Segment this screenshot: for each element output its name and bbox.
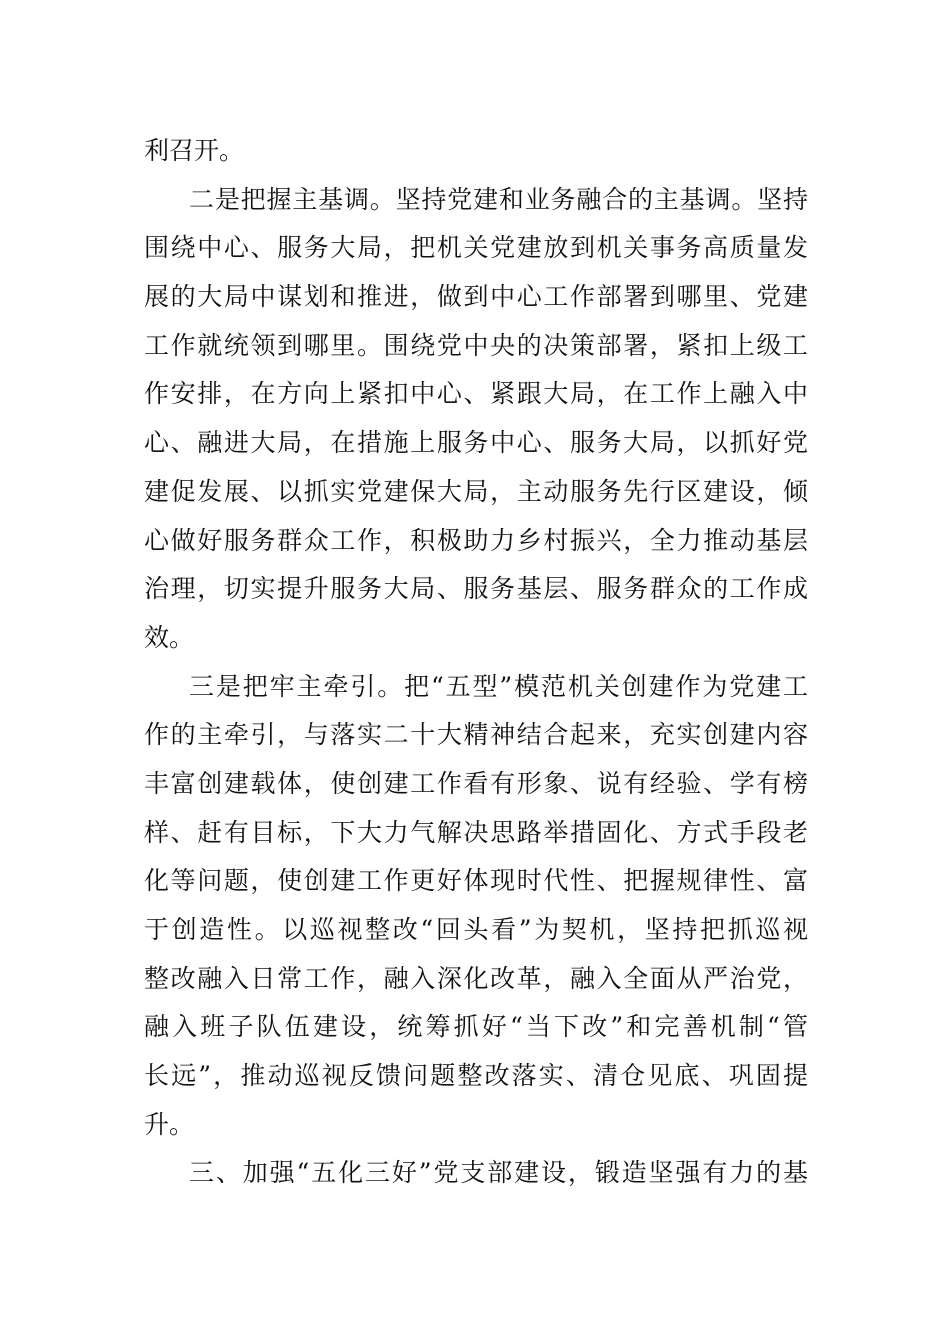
paragraph-line: 工作就统领到哪里。围绕党中央的决策部署，紧扣上级工 bbox=[144, 330, 808, 360]
paragraph-line: 利召开。 bbox=[144, 136, 245, 165]
section-heading-line: 三、加强“五化三好”党支部建设，锻造坚强有力的基 bbox=[189, 1158, 808, 1188]
paragraph-line: 三是把牢主牵引。把“五型”模范机关创建作为党建工 bbox=[189, 671, 808, 701]
paragraph-line: 化等问题，使创建工作更好体现时代性、把握规律性、富 bbox=[144, 866, 808, 896]
paragraph-line: 围绕中心、服务大局，把机关党建放到机关事务高质量发 bbox=[144, 233, 808, 263]
paragraph-line: 二是把握主基调。坚持党建和业务融合的主基调。坚持 bbox=[189, 184, 808, 214]
paragraph-line: 于创造性。以巡视整改“回头看”为契机，坚持把抓巡视 bbox=[144, 915, 808, 944]
paragraph-line: 作的主牵引，与落实二十大精神结合起来，充实创建内容 bbox=[144, 720, 808, 750]
paragraph-line: 作安排，在方向上紧扣中心、紧跟大局，在工作上融入中 bbox=[144, 379, 808, 409]
paragraph-line: 展的大局中谋划和推进，做到中心工作部署到哪里、党建 bbox=[144, 282, 808, 312]
paragraph-line: 治理，切实提升服务大局、服务基层、服务群众的工作成 bbox=[144, 574, 808, 604]
document-page bbox=[144, 127, 808, 1198]
paragraph-line: 效。 bbox=[144, 622, 195, 652]
paragraph-line: 升。 bbox=[144, 1109, 195, 1139]
paragraph-line: 长远”，推动巡视反馈问题整改落实、清仓见底、巩固提 bbox=[144, 1061, 808, 1091]
paragraph-line: 建促发展、以抓实党建保大局，主动服务先行区建设，倾 bbox=[144, 476, 808, 506]
paragraph-line: 心、融进大局，在措施上服务中心、服务大局，以抓好党 bbox=[144, 428, 808, 458]
paragraph-line: 融入班子队伍建设，统筹抓好“当下改”和完善机制“管 bbox=[144, 1012, 808, 1042]
paragraph-line: 样、赶有目标，下大力气解决思路举措固化、方式手段老 bbox=[144, 817, 808, 847]
paragraph-line: 整改融入日常工作，融入深化改革，融入全面从严治党， bbox=[144, 963, 808, 993]
paragraph-line: 丰富创建载体，使创建工作看有形象、说有经验、学有榜 bbox=[144, 768, 808, 798]
paragraph-line: 心做好服务群众工作，积极助力乡村振兴，全力推动基层 bbox=[144, 525, 808, 555]
